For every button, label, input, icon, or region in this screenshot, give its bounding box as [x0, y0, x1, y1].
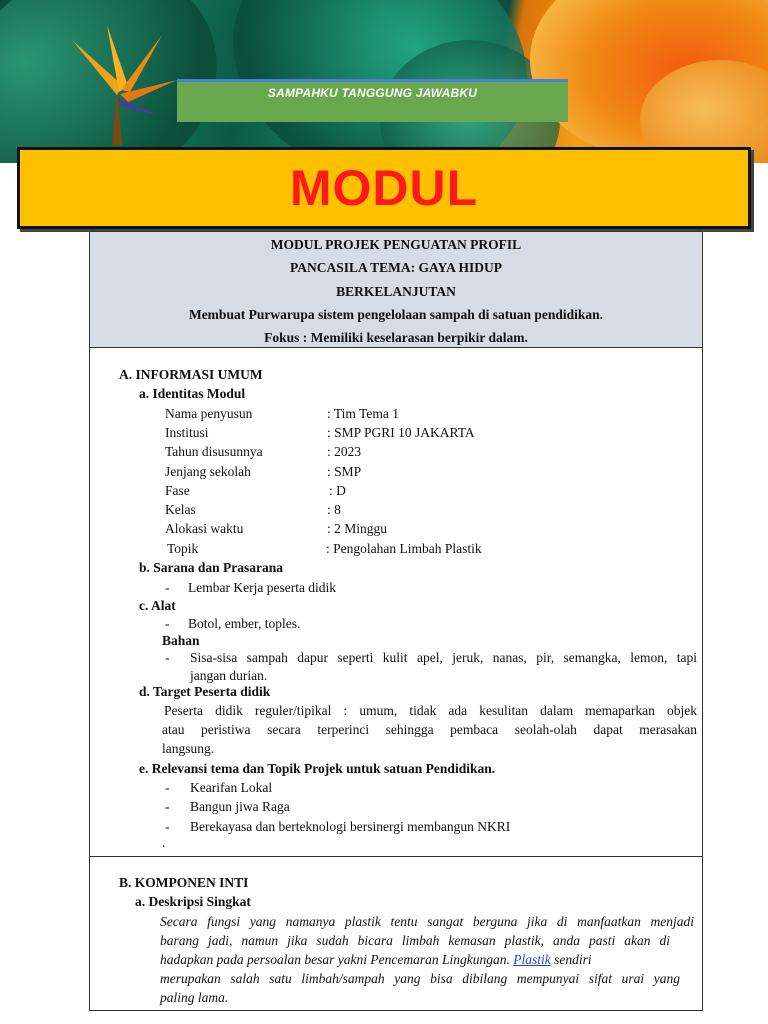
document-table	[89, 231, 703, 1011]
identity-value: : Tim Tema 1	[327, 406, 399, 421]
modul-title: MODUL	[289, 160, 479, 216]
title-banner	[177, 79, 568, 122]
list-dash: -	[165, 650, 170, 665]
identity-value: : 2 Minggu	[327, 521, 388, 536]
list-item: Bangun jiwa Raga	[190, 799, 290, 814]
target-text: langsung.	[162, 741, 215, 756]
list-item: Berekayasa dan berteknologi bersinergi membangun NKRI	[190, 819, 511, 834]
plastik-link[interactable]: Plastik	[513, 952, 551, 967]
bird-of-paradise-flower-image	[62, 20, 182, 150]
identity-value: : 2023	[327, 444, 362, 459]
identitas-heading: a. Identitas Modul	[139, 386, 246, 401]
section-b-title: B. KOMPONEN INTI	[119, 875, 249, 890]
header-line-2: PANCASILA TEMA: GAYA HIDUP	[290, 260, 502, 275]
deskripsi-heading: a. Deskripsi Singkat	[135, 894, 251, 909]
identity-label: Fase	[165, 483, 190, 498]
informasi-umum-cell	[90, 348, 702, 857]
identity-label: Institusi	[165, 425, 209, 440]
identity-label: Nama penyusun	[165, 406, 253, 421]
header-line-3: BERKELANJUTAN	[336, 284, 456, 299]
deskripsi-text: Secara fungsi yang namanya plastik tentu sangat berguna jika di manfaatkan menjadi	[160, 914, 694, 929]
identity-label: Topik	[167, 541, 199, 556]
list-dash: -	[165, 819, 170, 834]
identity-value: : Pengolahan Limbah Plastik	[326, 541, 482, 556]
deskripsi-text: merupakan salah satu limbah/sampah yang bisa dibilang mempunyai sifat urai yang	[160, 971, 680, 986]
list-dash: -	[165, 580, 170, 595]
list-dash: -	[165, 780, 170, 795]
section-a-title: A. INFORMASI UMUM	[119, 367, 263, 382]
list-dash: -	[165, 616, 170, 631]
identity-value: : D	[329, 483, 346, 498]
header-line-5: Fokus : Memiliki keselarasan berpikir dalam.	[264, 330, 528, 345]
header-artwork	[0, 0, 768, 163]
list-item: Botol, ember, toples.	[188, 616, 301, 631]
deskripsi-text: barang jadi, namun jika sudah bicara limbah kemasan plastik, anda pasti akan di	[160, 933, 670, 948]
identity-label: Tahun disusunnya	[165, 444, 263, 459]
identity-value: : SMP PGRI 10 JAKARTA	[327, 425, 475, 440]
bahan-heading: Bahan	[162, 633, 200, 648]
identity-label: Kelas	[165, 502, 196, 517]
target-heading: d. Target Peserta didik	[139, 684, 271, 699]
relevansi-heading: e. Relevansi tema dan Topik Projek untuk satuan Pendidikan.	[139, 761, 496, 776]
deskripsi-text: paling lama.	[160, 990, 229, 1005]
deskripsi-text-part: hadapkan pada persoalan besar yakni Pencemaran Lingkungan.	[160, 952, 514, 967]
banner-text: SAMPAHKU TANGGUNG JAWABKU	[267, 86, 478, 100]
komponen-inti-cell	[90, 857, 702, 1011]
list-item: Kearifan Lokal	[190, 780, 273, 795]
trailing-dot: .	[162, 835, 166, 850]
identity-label: Alokasi waktu	[165, 521, 244, 536]
target-text: atau peristiwa secara terperinci sehingga pembaca seolah-olah dapat merasakan	[162, 722, 697, 737]
deskripsi-text	[160, 952, 592, 968]
sarana-heading: b. Sarana dan Prasarana	[139, 560, 284, 575]
bahan-text: Sisa-sisa sampah dapur seperti kulit apel, jeruk, nanas, pir, semangka, lemon, tapi	[190, 650, 697, 665]
target-text: Peserta didik reguler/tipikal : umum, tidak ada kesulitan dalam memaparkan objek	[164, 703, 697, 718]
header-line-1: MODUL PROJEK PENGUATAN PROFIL	[270, 237, 522, 252]
alat-heading: c. Alat	[139, 598, 176, 613]
list-dash: -	[165, 799, 170, 814]
identity-value: : 8	[327, 502, 341, 517]
bahan-text: jangan durian.	[190, 668, 268, 683]
header-line-4: Membuat Purwarupa sistem pengelolaan sampah di satuan pendidikan.	[188, 307, 604, 322]
deskripsi-text-part: sendiri	[550, 952, 592, 967]
modul-title-band	[17, 147, 751, 229]
list-item: Lembar Kerja peserta didik	[188, 580, 337, 595]
identity-label: Jenjang sekolah	[165, 464, 251, 479]
module-header-cell	[90, 232, 702, 348]
identity-value: : SMP	[327, 464, 362, 479]
